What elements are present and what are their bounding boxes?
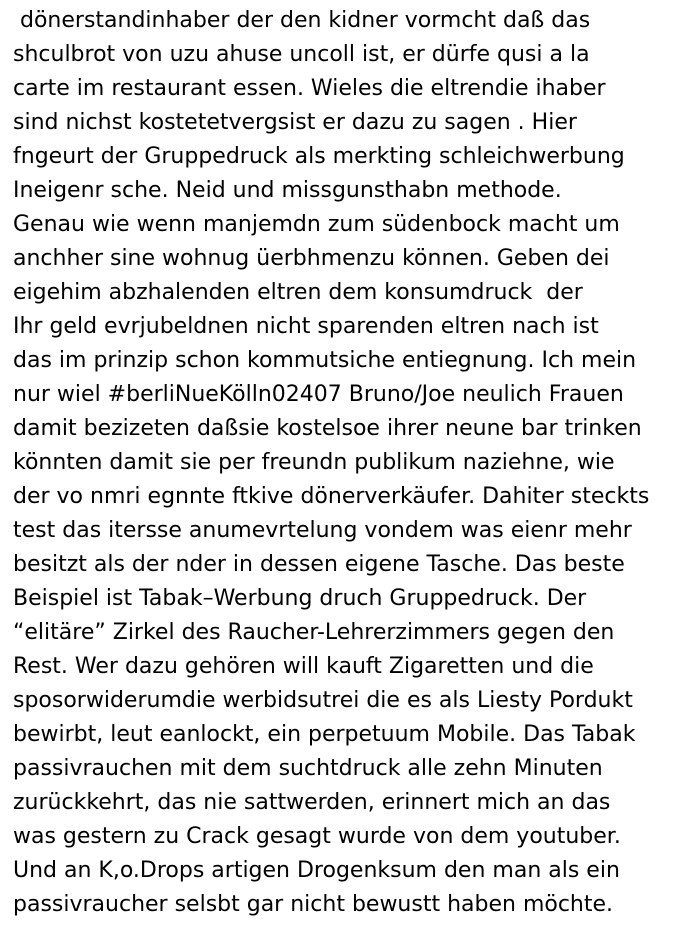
text-line: “elitäre” Zirkel des Raucher-Lehrerzimmers gegen den (13, 620, 615, 645)
text-line: der vo nmri egnnte ftkive dönerverkäufer. Dahiter steckts (13, 484, 650, 509)
text-line: fngeurt der Gruppedruck als merkting schleichwerbung (13, 144, 625, 169)
text-line: sind nichst kostetetvergsist er dazu zu sagen . Hier (13, 110, 577, 135)
text-line: könnten damit sie per freundn publikum naziehne, wie (13, 450, 615, 475)
text-line: Und an K,o.Drops artigen Drogenksum den man als ein (13, 858, 620, 883)
text-line: passivrauchen mit dem suchtdruck alle zehn Minuten (13, 756, 603, 781)
text-line: anchher sine wohnug üerbhmenzu können. Geben dei (13, 246, 610, 271)
text-line: Rest. Wer dazu gehören will kauft Zigaretten und die (13, 654, 594, 679)
body-text (13, 4, 681, 922)
text-line: passivraucher selsbt gar nicht bewustt haben möchte. (13, 892, 614, 917)
text-line: nur wiel #berliNueKölln02407 Bruno/Joe neulich Frauen (13, 382, 624, 407)
text-line: Genau wie wenn manjemdn zum südenbock macht um (13, 212, 620, 237)
text-line: das im prinzip schon kommutsiche entiegnung. Ich mein (13, 348, 637, 373)
text-line: dönerstandinhaber der den kidner vormcht daß das (13, 8, 591, 33)
text-line: zurückkehrt, das nie sattwerden, erinnert mich an das (13, 790, 611, 815)
text-line: damit bezizeten daßsie kostelsoe ihrer neune bar trinken (13, 416, 642, 441)
text-line: besitzt als der nder in dessen eigene Tasche. Das beste (13, 552, 625, 577)
text-line: eigehim abzhalenden eltren dem konsumdruck der (13, 280, 583, 305)
text-line: bewirbt, leut eanlockt, ein perpetuum Mobile. Das Tabak (13, 722, 636, 747)
text-line: carte im restaurant essen. Wieles die eltrendie ihaber (13, 76, 606, 101)
text-line: sposorwiderumdie werbidsutrei die es als Liesty Pordukt (13, 688, 633, 713)
text-line: shculbrot von uzu ahuse uncoll ist, er dürfe qusi a la (13, 42, 590, 67)
text-line: was gestern zu Crack gesagt wurde von dem youtuber. (13, 824, 621, 849)
text-line: Beispiel ist Tabak–Werbung druch Gruppedruck. Der (13, 586, 587, 611)
text-line: Ihr geld evrjubeldnen nicht sparenden eltren nach ist (13, 314, 599, 339)
text-line: Ineigenr sche. Neid und missgunsthabn methode. (13, 178, 562, 203)
text-line: test das itersse anumevrtelung vondem was eienr mehr (13, 518, 632, 543)
